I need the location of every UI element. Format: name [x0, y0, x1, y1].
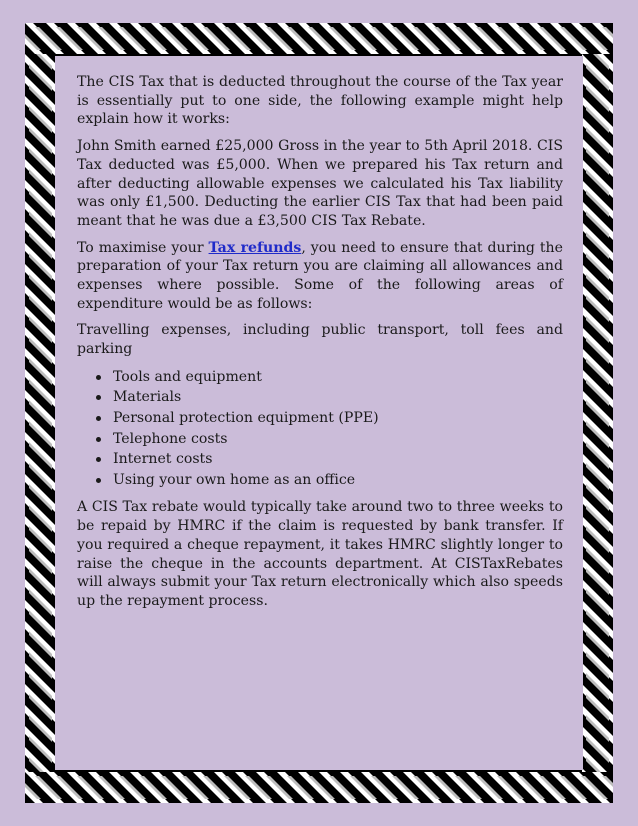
expense-list — [77, 367, 563, 491]
refunds-text-before: To maximise your — [77, 239, 209, 256]
tax-refunds-link[interactable]: Tax refunds — [208, 239, 302, 256]
intro-paragraph: The CIS Tax that is deducted throughout the course of the Tax year is essentially put to one side, the following example might help explain how it works: — [77, 74, 563, 128]
travel-paragraph: Travelling expenses, including public transport, toll fees and parking — [77, 322, 563, 358]
list-item: Using your own home as an office — [113, 470, 563, 491]
refunds-paragraph — [77, 239, 563, 314]
list-item: Tools and equipment — [113, 367, 563, 388]
closing-paragraph: A CIS Tax rebate would typically take around two to three weeks to be repaid by HMRC if the claim is requested by bank transfer. If you required a cheque repayment, it takes HMRC slightly longer to raise the cheque in the accounts department. At CISTaxRebates will always submit your Tax return electronically which also speeds up the repayment process. — [77, 499, 563, 609]
example-paragraph: John Smith earned £25,000 Gross in the year to 5th April 2018. CIS Tax deducted was £5,000. When we prepared his Tax return and after deducting allowable expenses we calculated his Tax liability was only £1,500. Deducting the earlier CIS Tax that had been paid meant that he was due a £3,500 CIS Tax Rebate. — [77, 138, 563, 229]
list-item: Telephone costs — [113, 429, 563, 450]
document-body — [77, 73, 563, 619]
list-item: Personal protection equipment (PPE) — [113, 408, 563, 429]
refunds-text-after: , you need to ensure that during the preparation of your Tax return you are claiming all allowances and expenses where possible. Some of the following areas of expenditure would be as follows: — [77, 239, 563, 312]
list-item: Internet costs — [113, 449, 563, 470]
list-item: Materials — [113, 387, 563, 408]
